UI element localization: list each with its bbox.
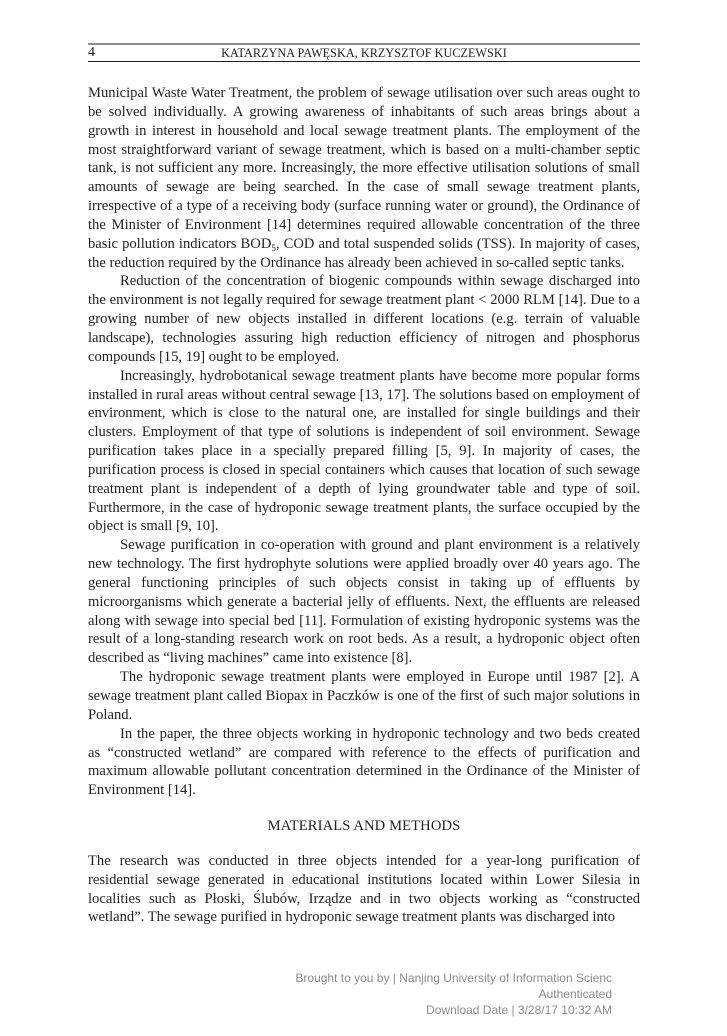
paragraph-sewage-purification: Sewage purification in co-operation with ground and plant environment is a relatively new technology. The first hydrophyte solutions were applied broadly over 40 years ago. The general functioning principles of such objects consist in taking up of effluents by microorganisms which generate a bacterial jelly of effluents. Next, the effluents are released along with sewage into special bed [11]. Formulation of existing hydroponic systems was the result of a long-standing research work on root beds. As a result, a hydroponic object often described as “living machines” came into existence [8].	[88, 537, 640, 667]
section-heading-materials-methods: MATERIALS AND METHODS	[267, 818, 461, 835]
paragraph-methods: The research was conducted in three objects intended for a year-long purification of residential sewage generated in educational institutions located within Lower Silesia in localities such as Płoski, Ślubów, Irządze and in two objects working as “constructed wetland”. The sewage purified in hydroponic sewage treatment plants was discharged into	[88, 852, 640, 926]
running-header-authors: KATARZYNA PAWĘSKA, KRZYSZTOF KUCZEWSKI	[221, 46, 507, 60]
header-bottom-rule	[88, 61, 640, 62]
paragraph-biogenic-compounds: Reduction of the concentration of biogenic compounds within sewage discharged into the environment is not legally required for sewage treatment plant < 2000 RLM [14]. Due to a growing number of new objects installed in different locations (e.g. terrain of valuable landscape), technologies assuring high reduction efficiency of nitrogen and phosphorus compounds [15, 19] ought to be employed.	[88, 273, 640, 365]
running-header	[88, 45, 640, 61]
subscript-5: 5	[271, 242, 276, 253]
download-footer	[295, 970, 612, 1018]
paragraph-intro-continued	[88, 84, 640, 272]
footer-download-date: Download Date | 3/28/17 10:32 AM	[426, 1003, 612, 1017]
paragraph-hydroponic-europe: The hydroponic sewage treatment plants were employed in Europe until 1987 [2]. A sewage treatment plant called Biopax in Paczków is one of the first of such major solutions in Poland.	[88, 669, 640, 723]
paragraph-text: , COD and total suspended solids (TSS). In majority of cases, the reduction required by the Ordinance has already been achieved in so-called septic tanks.	[88, 235, 640, 271]
body-text	[88, 84, 640, 927]
paragraph-text: Municipal Waste Water Treatment, the problem of sewage utilisation over such areas ought to be solved individually. A growing awareness of inhabitants of such areas brings about a growth in interest in household and local sewage treatment plants. The employment of the most straightforward variant of sewage treatment, which is based on a multi-chamber septic tank, is not sufficient any more. Increasingly, the more effective utilisation solutions of small amounts of sewage are being searched. In the case of small sewage treatment plants, irrespective of a type of a receiving body (surface running water or ground), the Ordinance of the Minister of Environment [14] determines required allowable concentration of the three basic pollution indicators BOD	[88, 85, 640, 252]
footer-authenticated: Authenticated	[538, 987, 612, 1001]
page-number: 4	[88, 45, 95, 60]
paragraph-hydrobotanical-plants: Increasingly, hydrobotanical sewage treatment plants have become more popular forms installed in rural areas without central sewage [13, 17]. The solutions based on employment of environment, which is close to the natural one, are installed for single buildings and their clusters. Employment of that type of solutions is independent of soil environment. Sewage purification takes place in a specially prepared filling [5, 9]. In majority of cases, the purification process is closed in special containers which causes that location of such sewage treatment plant is independent of a depth of lying groundwater table and type of soil. Furthermore, in the case of hydroponic sewage treatment plants, the surface occupied by the object is small [9, 10].	[88, 367, 640, 535]
paragraph-paper-scope: In the paper, the three objects working in hydroponic technology and two beds created as “constructed wetland” are compared with reference to the effects of purification and maximum allowable pollutant concentration determined in the Ordinance of the Minister of Environment [14].	[88, 725, 640, 799]
footer-brought-by: Brought to you by | Nanjing University of Information Scienc	[295, 971, 612, 985]
